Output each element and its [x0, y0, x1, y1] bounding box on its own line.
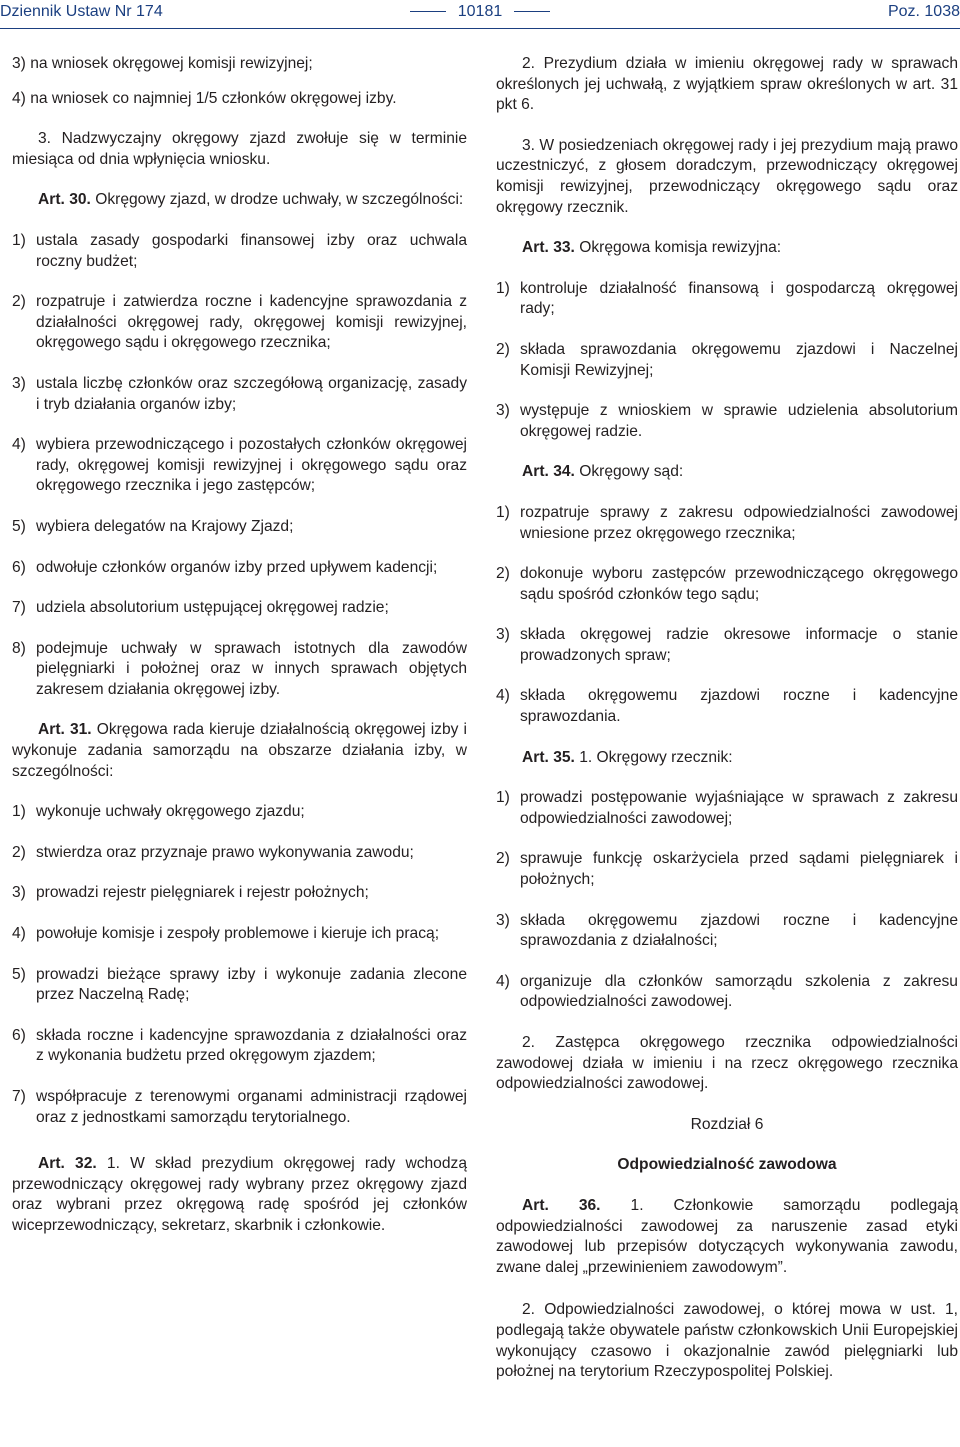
article-text: Okręgowy zjazd, w drodze uchwały, w szczególności:	[90, 191, 464, 209]
item-text: rozpatruje sprawy z zakresu odpowiedzialności zawodowej wniesione przez okręgowego rzecznika;	[520, 503, 958, 542]
paragraph	[496, 1033, 958, 1095]
article-35-list	[496, 788, 958, 1013]
article-label: Art. 34.	[522, 463, 575, 481]
article-label: Art. 30.	[38, 191, 91, 209]
item-number: 2)	[496, 340, 510, 358]
list-item	[496, 625, 958, 666]
item-number: 1)	[496, 503, 510, 521]
list-item	[12, 292, 467, 354]
article-text: 1. Okręgowy rzecznik:	[574, 748, 733, 766]
article-label: Art. 35.	[522, 748, 575, 766]
article-33-list	[496, 279, 958, 443]
chapter-number	[496, 1115, 958, 1136]
article-label: Art. 33.	[522, 239, 575, 257]
list-item	[12, 1026, 467, 1067]
article-33	[496, 238, 958, 259]
article-32	[12, 1154, 467, 1236]
item-text: wykonuje uchwały okręgowego zjazdu;	[36, 803, 305, 821]
item-text: odwołuje członków organów izby przed upływem kadencji;	[36, 558, 438, 576]
item-number: 2)	[12, 293, 26, 311]
text: 2. Zastępca okręgowego rzecznika odpowiedzialności zawodowej działa w imieniu i na rzecz okręgowego rzecznika odpowiedzialności zawodowej.	[496, 1034, 958, 1093]
right-column	[496, 54, 958, 1383]
list-item	[12, 965, 467, 1006]
article-text: Okręgowa rada kieruje działalnością okręgowej izby i wykonuje zadania samorządu na obszarze działania izby, w szczególności:	[12, 721, 467, 780]
item-number: 3)	[496, 911, 510, 929]
item-text: organizuje dla członków samorządu szkolenia z zakresu odpowiedzialności zawodowej.	[520, 972, 958, 1011]
list-item	[496, 849, 958, 890]
item-number: 1)	[12, 231, 26, 249]
item-text: składa sprawozdania okręgowemu zjazdowi i Naczelnej Komisji Rewizyjnej;	[520, 340, 958, 379]
item-text: stwierdza oraz przyznaje prawo wykonywania zawodu;	[36, 843, 414, 861]
paragraph	[12, 89, 467, 110]
item-number: 6)	[12, 558, 26, 576]
item-text: wybiera delegatów na Krajowy Zjazd;	[36, 517, 294, 535]
article-31	[12, 720, 467, 782]
list-item	[12, 598, 467, 619]
item-text: kontroluje działalność finansową i gospodarczą okręgowej rady;	[520, 279, 958, 318]
item-text: składa okręgowemu zjazdowi roczne i kadencyjne sprawozdania z działalności;	[520, 911, 958, 950]
item-text: sprawuje funkcję oskarżyciela przed sądami pielęgniarek i położnych;	[520, 850, 958, 889]
item-text: prowadzi postępowanie wyjaśniające w sprawach z zakresu odpowiedzialności zawodowej;	[520, 789, 958, 827]
item-number: 3)	[496, 402, 510, 420]
list-item	[12, 1087, 467, 1128]
paragraph	[12, 129, 467, 170]
item-number: 3)	[496, 626, 510, 644]
header-rule	[0, 28, 960, 29]
page-header	[0, 0, 960, 40]
item-text: wybiera przewodniczącego i pozostałych członków okręgowej rady, okręgowej komisji rewizyjnej i okręgowego sądu oraz okręgowego rzecznika i jego zastępców;	[36, 436, 467, 495]
paragraph	[496, 136, 958, 218]
item-text: prowadzi bieżące sprawy izby i wykonuje zadania zlecone przez Naczelną Radę;	[36, 965, 467, 1004]
list-item	[12, 924, 467, 945]
item-text: prowadzi rejestr pielęgniarek i rejestr położnych;	[36, 884, 369, 902]
left-column	[12, 54, 467, 1237]
item-number: 5)	[12, 965, 26, 983]
item-number: 7)	[12, 1088, 26, 1105]
item-text: składa okręgowemu zjazdowi roczne i kadencyjne sprawozdania.	[520, 687, 958, 726]
item-number: 2)	[496, 850, 510, 868]
item-number: 7)	[12, 599, 26, 617]
list-item	[12, 374, 467, 415]
list-item	[12, 231, 467, 272]
page-number-wrap	[0, 3, 960, 21]
item-text: udziela absolutorium ustępującej okręgowej radzie;	[36, 599, 389, 617]
item-number: 6)	[12, 1026, 26, 1044]
list-item	[496, 503, 958, 544]
list-item	[12, 883, 467, 904]
article-text: 1. Członkowie samorządu podlegają odpowiedzialności zawodowej za naruszenie zasad etyki zawodowej lub przepisów dotyczących wykonywania zawodu, zwane dalej „przewinieniem zawodowym”.	[496, 1196, 958, 1276]
list-item	[12, 843, 467, 864]
list-item	[496, 279, 958, 320]
item-text: ustala liczbę członków oraz szczegółową organizację, zasady i tryb działania organów izby;	[36, 374, 467, 413]
list-item	[12, 435, 467, 497]
journal-title: Dziennik Ustaw Nr 174	[0, 3, 163, 20]
item-number: 3)	[12, 374, 26, 392]
list-item	[496, 686, 958, 727]
list-item	[496, 564, 958, 605]
list-item	[12, 639, 467, 701]
text: 2. Prezydium działa w imieniu okręgowej rady w sprawach określonych jej uchwałą, z wyjątkiem spraw określonych w art. 31 pkt 6.	[496, 55, 958, 114]
item-text: współpracuje z terenowymi organami administracji rządowej oraz z jednostkami samorządu terytorialnego.	[36, 1088, 467, 1126]
item-number: 3)	[12, 884, 26, 902]
text: 3) na wniosek okręgowej komisji rewizyjnej;	[12, 55, 313, 72]
item-text: składa roczne i kadencyjne sprawozdania z działalności oraz z wykonania budżetu przed okręgowym zjazdem;	[36, 1026, 467, 1065]
item-text: składa okręgowej radzie okresowe informacje o stanie prowadzonych spraw;	[520, 626, 958, 664]
article-text: 1. W skład prezydium okręgowej rady wchodzą przewodniczący okręgowej rady wybrany przez okręgowy zjazd oraz wybrani przez okręgową radę spośród jej członków wiceprzewodniczący, sekretarz, skarbnik i członkowie.	[12, 1155, 467, 1234]
article-30-list	[12, 231, 467, 701]
list-item	[12, 802, 467, 823]
item-number: 2)	[496, 565, 510, 583]
text: 3. Nadzwyczajny okręgowy zjazd zwołuje się w terminie miesiąca od dnia wpłynięcia wniosku.	[12, 130, 467, 168]
paragraph	[496, 54, 958, 116]
item-number: 1)	[496, 279, 510, 297]
position-number: Poz. 1038	[887, 3, 960, 20]
item-number: 8)	[12, 639, 26, 657]
list-item	[12, 517, 467, 538]
article-label: Art. 32.	[38, 1155, 97, 1173]
dash-left	[410, 11, 446, 12]
list-item	[496, 340, 958, 381]
article-text: Okręgowa komisja rewizyjna:	[574, 239, 782, 257]
text: Rozdział 6	[690, 1115, 764, 1133]
article-label: Art. 36.	[522, 1196, 601, 1214]
item-text: rozpatruje i zatwierdza roczne i kadencyjne sprawozdania z działalności okręgowej rady, okręgowej komisji rewizyjnej, okręgowego sądu i okręgowego rzecznika;	[36, 293, 467, 352]
article-text: Okręgowy sąd:	[574, 463, 684, 481]
article-30	[12, 190, 467, 211]
paragraph	[12, 54, 467, 75]
article-35	[496, 748, 958, 769]
item-number: 2)	[12, 843, 26, 861]
article-34	[496, 462, 958, 483]
item-text: dokonuje wyboru zastępców przewodniczącego okręgowego sądu spośród członków tego sądu;	[520, 565, 958, 603]
item-number: 1)	[12, 803, 26, 821]
article-34-list	[496, 503, 958, 728]
text: 2. Odpowiedzialności zawodowej, o której mowa w ust. 1, podlegają także obywatele państw członkowskich Unii Europejskiej wykonujący czasowo i okazjonalnie zawód pielęgniarki lub położnej na terytorium Rzeczypospolitej Polskiej.	[496, 1301, 958, 1381]
text: 3. W posiedzeniach okręgowej rady i jej prezydium mają prawo uczestniczyć, z głosem doradczym, przewodniczący okręgowej komisji rewizyjnej, przewodniczący okręgowego sądu oraz okręgowy rzecznik.	[496, 136, 958, 216]
article-31-list	[12, 802, 467, 1128]
article-36	[496, 1196, 958, 1278]
page-number: 10181	[457, 3, 503, 20]
item-text: powołuje komisje i zespoły problemowe i kieruje ich pracą;	[36, 925, 440, 943]
text: 4) na wniosek co najmniej 1/5 członków okręgowej izby.	[12, 89, 397, 107]
item-text: występuje z wnioskiem w sprawie udzielenia absolutorium okręgowej radzie.	[520, 402, 958, 440]
item-number: 1)	[496, 789, 510, 807]
list-item	[12, 558, 467, 579]
item-number: 4)	[496, 687, 510, 705]
list-item	[496, 972, 958, 1013]
list-item	[496, 401, 958, 442]
item-number: 4)	[496, 972, 510, 990]
list-item	[496, 788, 958, 829]
item-text: podejmuje uchwały w sprawach istotnych dla zawodów pielęgniarki i położnej oraz w innych sprawach objętych zakresem działania okręgowej izby.	[36, 639, 467, 698]
item-number: 5)	[12, 517, 26, 535]
dash-right	[514, 11, 550, 12]
list-item	[496, 911, 958, 952]
paragraph	[496, 1300, 958, 1382]
article-label: Art. 31.	[38, 721, 92, 739]
text: Odpowiedzialność zawodowa	[617, 1156, 837, 1174]
item-number: 4)	[12, 925, 26, 943]
item-text: ustala zasady gospodarki finansowej izby oraz uchwala roczny budżet;	[36, 231, 467, 270]
item-number: 4)	[12, 436, 26, 454]
chapter-title	[496, 1155, 958, 1176]
